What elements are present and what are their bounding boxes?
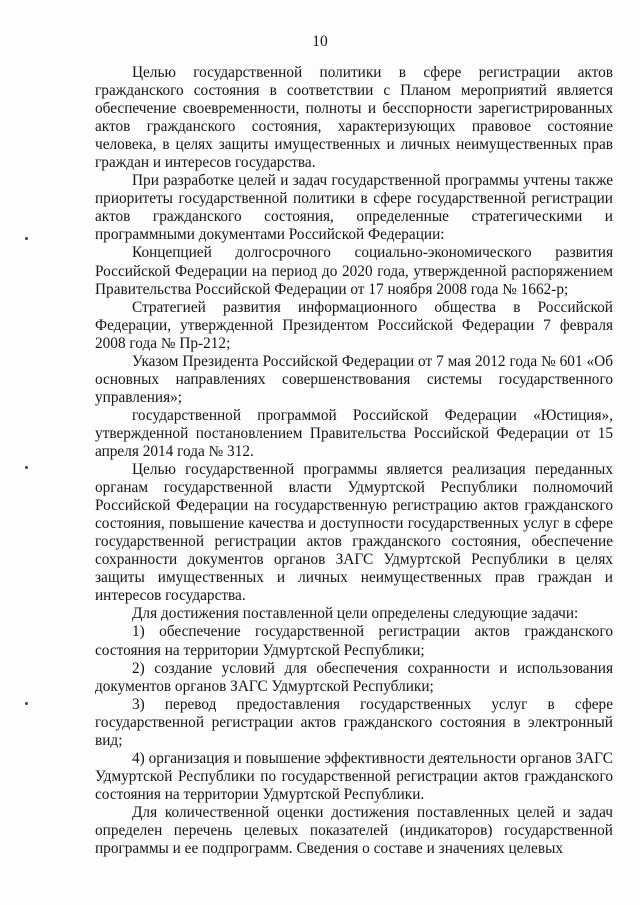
scan-mark bbox=[25, 466, 28, 469]
paragraph-task-2: 2) создание условий для обеспечения сохранности и использования документов органов ЗАГС Удмуртской Республики; bbox=[95, 659, 613, 695]
paragraph-task-4: 4) организация и повышение эффективности деятельности органов ЗАГС Удмуртской Республики по государственной регистрации актов гражданского состояния на территории Удмуртской Республики. bbox=[95, 749, 613, 803]
paragraph-task-3: 3) перевод предоставления государственных услуг в сфере государственной регистрации актов гражданского состояния в электронный вид; bbox=[95, 695, 613, 749]
scan-mark bbox=[25, 702, 28, 705]
paragraph-priorities: При разработке целей и задач государственной программы учтены также приоритеты государственной политики в сфере государственной регистрации актов гражданского состояния, определенные стратегическими и программными документами Российской Федерации: bbox=[95, 172, 613, 244]
page-number: 10 bbox=[312, 33, 328, 50]
document-body bbox=[95, 64, 613, 858]
paragraph-decree: Указом Президента Российской Федерации от 7 мая 2012 года № 601 «Об основных направлениях совершенствования системы государственного управления»; bbox=[95, 352, 613, 406]
paragraph-task-1: 1) обеспечение государственной регистрации актов гражданского состояния на территории Удмуртской Республики; bbox=[95, 623, 613, 659]
paragraph-concept: Концепцией долгосрочного социально-экономического развития Российской Федерации на период до 2020 года, утвержденной распоряжением Правительства Российской Федерации от 17 ноября 2008 года № 1662-р; bbox=[95, 244, 613, 298]
paragraph-indicators: Для количественной оценки достижения поставленных целей и задач определен перечень целевых показателей (индикаторов) государственной программы и ее подпрограмм. Сведения о составе и значениях целевых bbox=[95, 803, 613, 858]
paragraph-program-goal: Целью государственной программы является реализация переданных органам государственной власти Удмуртской Республики полномочий Российской Федерации на государственную регистрацию актов гражданского состояния, повышение качества и доступности государственных услуг в сфере государственной регистрации актов гражданского состояния, обеспечение сохранности документов органов ЗАГС Удмуртской Республики в целях защиты имущественных и личных неимущественных прав граждан и интересов государства. bbox=[95, 461, 613, 605]
paragraph-strategy: Стратегией развития информационного общества в Российской Федерации, утвержденной Президентом Российской Федерации 7 февраля 2008 года № Пр-212; bbox=[95, 298, 613, 352]
scan-mark bbox=[25, 237, 28, 240]
paragraph-policy-goal: Целью государственной политики в сфере регистрации актов гражданского состояния в соответствии с Планом мероприятий является обеспечение своевременности, полноты и бесспорности зарегистрированных актов гражданского состояния, характеризующих правовое состояние человека, в целях защиты имущественных и личных неимущественных прав граждан и интересов государства. bbox=[95, 64, 613, 172]
paragraph-justice-program: государственной программой Российской Федерации «Юстиция», утвержденной постановлением Правительства Российской Федерации от 15 апреля 2014 года № 312. bbox=[95, 406, 613, 460]
paragraph-tasks-intro: Для достижения поставленной цели определены следующие задачи: bbox=[132, 605, 579, 623]
